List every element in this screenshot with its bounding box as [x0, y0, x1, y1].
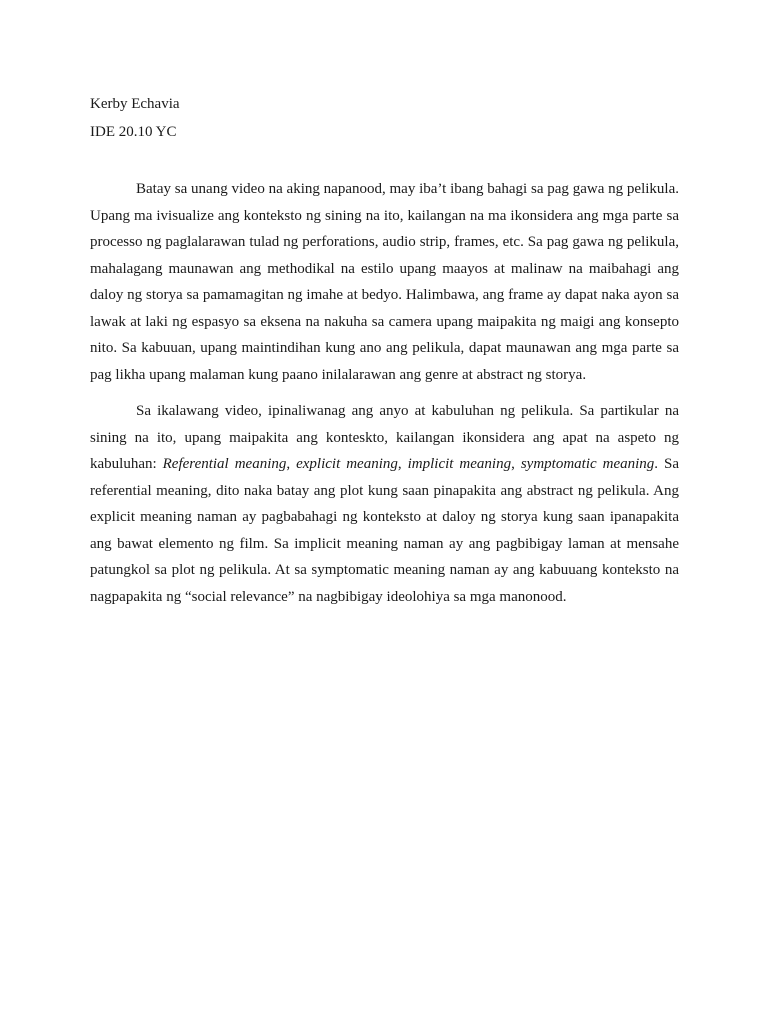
term-separator: ,: [511, 456, 521, 472]
term-explicit-meaning: explicit meaning: [296, 456, 398, 472]
term-referential-meaning: Referential meaning: [162, 456, 287, 472]
paragraph-2-rest: . Sa referential meaning, dito naka batay ang plot kung saan pinapakita ang abstract ng pelikula. Ang explicit meaning naman ay pagbabahagi ng konteksto at daloy ng storya kung saan ipanapakita ang bawat elemento ng film. Sa implicit meaning naman ay ang pagbibigay laman at mensahe patungkol sa plot ng pelikula. At sa symptomatic meaning naman ay ang kabuuang konteksto na nagpapakita ng “social relevance” na nagbibigay ideolohiya sa mga manonood.: [90, 456, 680, 605]
term-symptomatic-meaning: symptomatic meaning: [520, 456, 655, 472]
course-code: IDE 20.10 YC: [90, 124, 177, 140]
document-body: [90, 90, 679, 620]
header-spacer: [90, 146, 679, 176]
paragraph-1: Batay sa unang video na aking napanood, may iba’t ibang bahagi sa pag gawa ng pelikula. Upang ma ivisualize ang konteksto ng sining na ito, kailangan na ma ikonsidera ang mga parte sa processo ng paglalarawan tulad ng perforations, audio strip, frames, etc. Sa pag gawa ng pelikula, mahalagang maunawan ang methodikal na estilo upang maayos at malinaw na maibahagi ang daloy ng storya sa pamamagitan ng imahe at bedyo. Halimbawa, ang frame ay dapat naka ayon sa lawak at laki ng espasyo sa eksena na nakuha sa camera upang maipakita ng maigi ang konsepto nito. Sa kabuuan, upang maintindihan kung ano ang pelikula, dapat maunawan ang mga parte sa pag likha upang malaman kung paano inilalarawan ang genre at abstract ng storya.: [90, 181, 679, 383]
term-implicit-meaning: implicit meaning: [407, 456, 512, 472]
author-name: Kerby Echavia: [90, 96, 180, 112]
term-separator: ,: [286, 456, 297, 472]
term-separator: ,: [397, 456, 408, 472]
paragraph-2: [90, 398, 679, 610]
paragraph-2-intro: Sa ikalawang video, ipinaliwanag ang anyo at kabuluhan ng pelikula. Sa partikular na sining na ito, upang maipakita ang konteskto, kailangan ikonsidera ang apat na aspeto ng kabuluhan:: [90, 403, 679, 472]
